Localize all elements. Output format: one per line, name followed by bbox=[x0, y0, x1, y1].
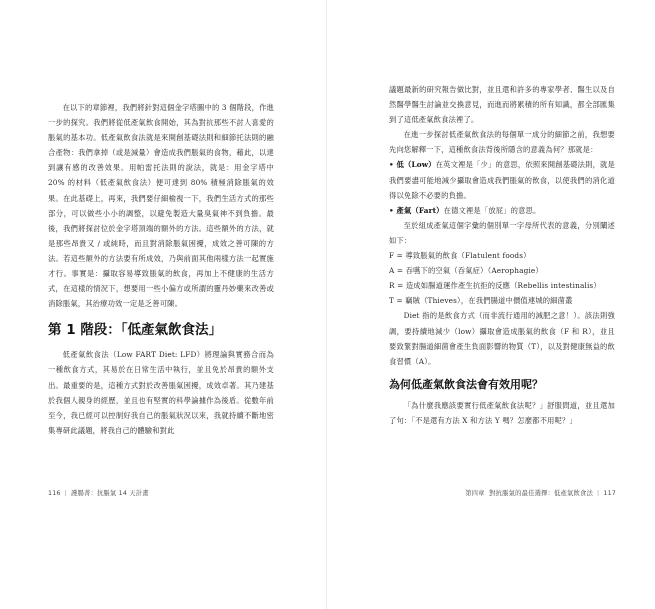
right-paragraph-5: 「為什麼我應該要實行低產氣飲食法呢？」舒服問道，並且還加了句：「不是還有方法 X 和方法 Y 嗎？怎麼都不用呢？」 bbox=[389, 400, 615, 425]
right-page-body bbox=[389, 82, 615, 428]
bullet-low-text: 在英文裡是「少」的意思，依照來開創基礎法則，就是我們要盡可能地減少攝取會造成我們脹氣的飲食，以使我們的消化道得以免除不必要的負擔。 bbox=[389, 160, 615, 200]
left-paragraph-2: 低產氣飲食法（Low FART Diet: LFD）將理論與實務合而為一種飲食方式，其易於在日常生活中執行，並且免於昂貴的額外支出。最重要的是，這種方式對於改善脹氣困擾，成效卓著。其乃建基於我個人親身的經歷，並且也有堅實的科學論據作為後盾。從數年前至今，我已經可以控制好我自己的脹氣狀況以來，我就持續不斷地密集專研此議題，將我自己的體驗和對此 bbox=[48, 350, 274, 435]
bullet-fart-text: 在德文裡是「放屁」的意思。 bbox=[443, 205, 541, 215]
right-chapter-label: 第四章 bbox=[465, 490, 485, 497]
right-paragraph-2: 在進一步探討低產氣飲食法的每個單一成分的細節之前，我想要先向您解釋一下，這種飲食法背後所隱含的意義為何？那就是： bbox=[389, 130, 615, 155]
left-paragraph-1: 在以下的章節裡，我們將針對這個金字塔圖中的 3 個階段，作進一步的探究。我們將從低產氣飲食開始，其為對抗那些不討人喜愛的脹氣的基本功。低產氣飲食法就是來開創基礎法則和細節托法則的融合產物：我們拿掉（或是減量）會造成我們脹氣的食物，藉此，以達到讓有感的改善效果。用帕雷托法則的說法，就是：用金字塔中 20% 的材料（低產氣飲食法）便可達到 80% 積極消除脹氣的效果。在此基礎上，再來，我們要仔細檢視一下，我們生活方式的那些部分，可以做些小小的調整，以避免製造大量臭氣神不到負擔。最後，我們將探討位於金字塔頂端的額外的方法。這些額外的方法，就是那些昂貴又 / 或純時，而且對消除脹氣困擾，成效之善可陳的方法。若這些額外的方法要有所成效，乃與前面其他兩樣方法一起實施才行。事實是：攝取容易導致脹氣的飲食，再加上不健康的生活方式，在這樣的情況下，想要用一些小偏方或所謂的靈丹妙藥來改善或消除脹氣，其治療功效一定是乏善可陳。 bbox=[48, 103, 274, 309]
right-paragraph-4: Diet 指的是飲食方式（而非流行通用的減肥之意！）。該法則強調，要持續地減少（low）攝取會造成脹氣的飲食（F 和 R），並且要致緊對腸道細菌會產生負面影響的物質（T），以及對健康無益的飲食習慣（A）。 bbox=[389, 311, 615, 366]
bullet-fart-label: 產氣（Fart） bbox=[396, 205, 444, 215]
left-page-body bbox=[48, 100, 274, 438]
right-paragraph-3: 至於組成產氣這個字彙的個別單一字母所代表的意義，分別闡述如下： bbox=[389, 220, 615, 245]
bullet-low-label: 低（Low） bbox=[396, 160, 436, 170]
right-page bbox=[327, 0, 654, 609]
list-item-f: F = 導致脹氣的飲食（Flatulent foods） bbox=[389, 251, 531, 261]
left-footer: 116 | 護腸菁：抗脹氣 14 天計畫 bbox=[48, 490, 149, 497]
list-item-r: R = 造成如腸道運作產生抗拒的反應（Rebellis intestinalis） bbox=[389, 281, 601, 291]
list-item-a: A = 吞嚥下的空氣（吞氣症）（Aerophagie） bbox=[389, 266, 543, 276]
left-running-title: 護腸菁：抗脹氣 14 天計畫 bbox=[70, 490, 149, 497]
list-item-t: T = 竊賊（Thieves），在我們腸道中價值連城的細菌叢 bbox=[389, 296, 573, 306]
right-paragraph-1: 議題最新的研究報告做比對，並且還和許多的專家學者、醫生以及自然醫學醫生討論並交換意見，而進而將累積的所有知識，都全部匯集到了這低產氣飲食法裡了。 bbox=[389, 85, 615, 125]
right-running-title: 對抗脹氣的最佳選擇：低產氣飲食法 bbox=[489, 490, 594, 497]
right-section-heading: 為何低產氣飲食法會有效用呢？ bbox=[389, 377, 543, 391]
bullet-fart: • 產氣（Fart）在德文裡是「放屁」的意思。 bbox=[389, 205, 541, 215]
left-section-heading: 第 1 階段：「低產氣飲食法」 bbox=[48, 322, 223, 339]
right-footer: 第四章 對抗脹氣的最佳選擇：低產氣飲食法 | 117 bbox=[465, 490, 616, 497]
left-page-number: 116 bbox=[48, 490, 61, 497]
right-page-number: 117 bbox=[603, 490, 616, 497]
bullet-low: • 低（Low）在英文裡是「少」的意思，依照來開創基礎法則，就是我們要盡可能地減少攝取會造成我們脹氣的飲食，以使我們的消化道得以免除不必要的負擔。 bbox=[389, 160, 615, 200]
left-page bbox=[0, 0, 327, 609]
